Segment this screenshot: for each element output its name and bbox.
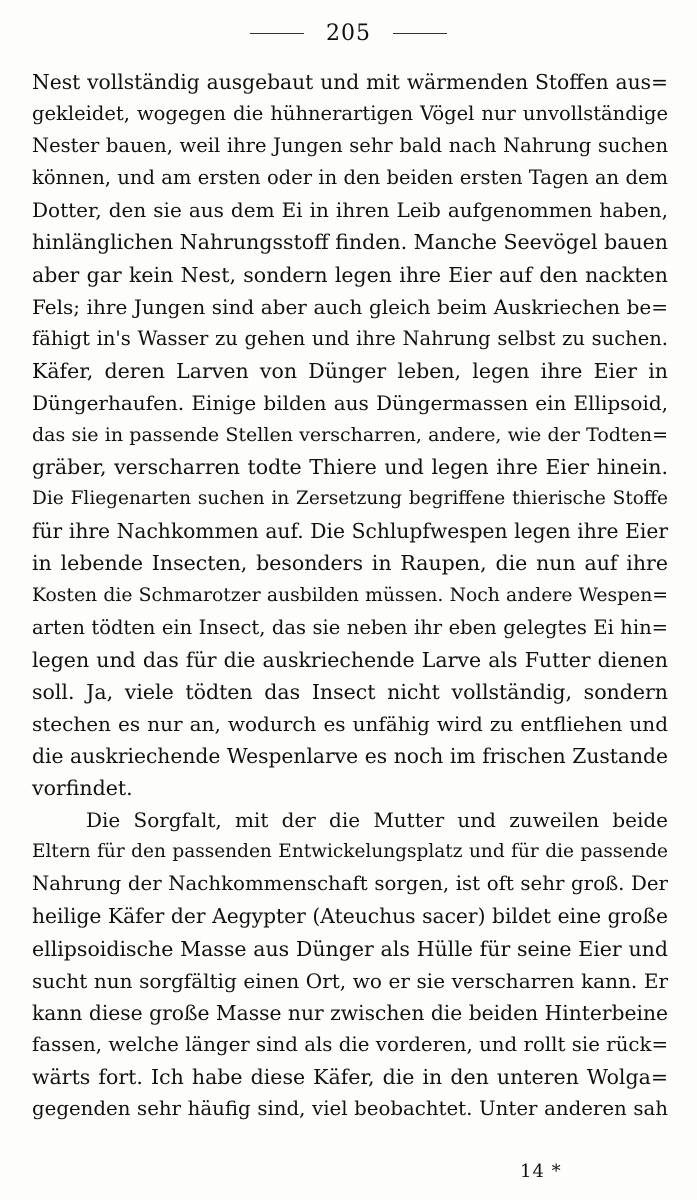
text-line: Käfer, deren Larven von Dünger leben, legen ihre Eier in bbox=[32, 358, 668, 383]
text-line: Nester bauen, weil ihre Jungen sehr bald nach Nahrung suchen bbox=[32, 134, 668, 158]
text-line: heilige Käfer der Aegypter (Ateuchus sacer) bildet eine große bbox=[32, 904, 668, 929]
text-line: Eltern für den passenden Entwickelungsplatz und für die passende bbox=[32, 841, 668, 863]
text-line: die auskriechende Wespenlarve es noch im frischen Zustande bbox=[32, 743, 668, 768]
text-line: in lebende Insecten, besonders in Raupen, die nun auf ihre bbox=[32, 551, 668, 576]
text-line: legen und das für die auskriechende Larve als Futter dienen bbox=[32, 647, 668, 672]
text-line: Düngerhaufen. Einige bilden aus Düngermassen ein Ellipsoid, bbox=[32, 390, 668, 415]
text-line: wärts fort. Ich habe diese Käfer, die in den unteren Wolga= bbox=[32, 1064, 668, 1089]
page-number: 205 bbox=[326, 20, 371, 46]
text-line: Kosten die Schmarotzer ausbilden müssen. Noch andere Wespen= bbox=[32, 584, 668, 606]
text-line: aber gar kein Nest, sondern legen ihre Eier auf den nackten bbox=[32, 262, 668, 287]
text-line: arten tödten ein Insect, das sie neben ihr eben gelegtes Ei hin= bbox=[32, 615, 668, 639]
paragraph-1 bbox=[32, 66, 668, 804]
text-line: Dotter, den sie aus dem Ei in ihren Leib aufgenommen haben, bbox=[32, 198, 668, 223]
text-line: vorfindet. bbox=[32, 776, 133, 801]
text-line: ellipsoidische Masse aus Dünger als Hülle für seine Eier und bbox=[32, 936, 668, 961]
page-header bbox=[0, 16, 697, 50]
text-line: Nahrung der Nachkommenschaft sorgen, ist oft sehr groß. Der bbox=[32, 872, 668, 896]
text-line: soll. Ja, viele tödten das Insect nicht vollständig, sondern bbox=[32, 679, 668, 704]
text-line: Die Sorgfalt, mit der die Mutter und zuweilen beide bbox=[86, 808, 668, 833]
text-line: gekleidet, wogegen die hühnerartigen Vögel nur unvollständige bbox=[32, 102, 668, 126]
paragraph-2 bbox=[32, 804, 668, 1125]
text-line: kann diese große Masse nur zwischen die beiden Hinterbeine bbox=[32, 1000, 668, 1025]
text-line: sucht nun sorgfältig einen Ort, wo er sie verscharren kann. Er bbox=[32, 968, 668, 993]
text-line: gräber, verscharren todte Thiere und legen ihre Eier hinein. bbox=[32, 455, 668, 480]
text-line: Nest vollständig ausgebaut und mit wärmenden Stoffen aus= bbox=[32, 70, 668, 94]
text-line: das sie in passende Stellen verscharren, andere, wie der Todten= bbox=[32, 424, 668, 447]
text-line: stechen es nur an, wodurch es unfähig wird zu entfliehen und bbox=[32, 711, 668, 736]
text-line: gegenden sehr häufig sind, viel beobachtet. Unter anderen sah bbox=[32, 1097, 668, 1120]
header-rule-left bbox=[250, 33, 304, 34]
text-line: Fels; ihre Jungen sind aber auch gleich beim Auskriechen be= bbox=[32, 294, 668, 319]
page-body bbox=[32, 66, 668, 1125]
text-line: fassen, welche länger sind als die vorderen, und rollt sie rück= bbox=[32, 1032, 668, 1056]
text-line: für ihre Nachkommen auf. Die Schlupfwespen legen ihre Eier bbox=[32, 519, 668, 544]
text-line: hinlänglichen Nahrungsstoff finden. Manche Seevögel bauen bbox=[32, 230, 668, 255]
text-line: Die Fliegenarten suchen in Zersetzung begriffene thierische Stoffe bbox=[32, 488, 668, 510]
text-line: können, und am ersten oder in den beiden ersten Tagen an dem bbox=[32, 166, 668, 190]
text-line: fähigt in's Wasser zu gehen und ihre Nahrung selbst zu suchen. bbox=[32, 326, 668, 350]
header-rule-right bbox=[393, 33, 447, 34]
signature-mark: 14 * bbox=[520, 1161, 562, 1182]
